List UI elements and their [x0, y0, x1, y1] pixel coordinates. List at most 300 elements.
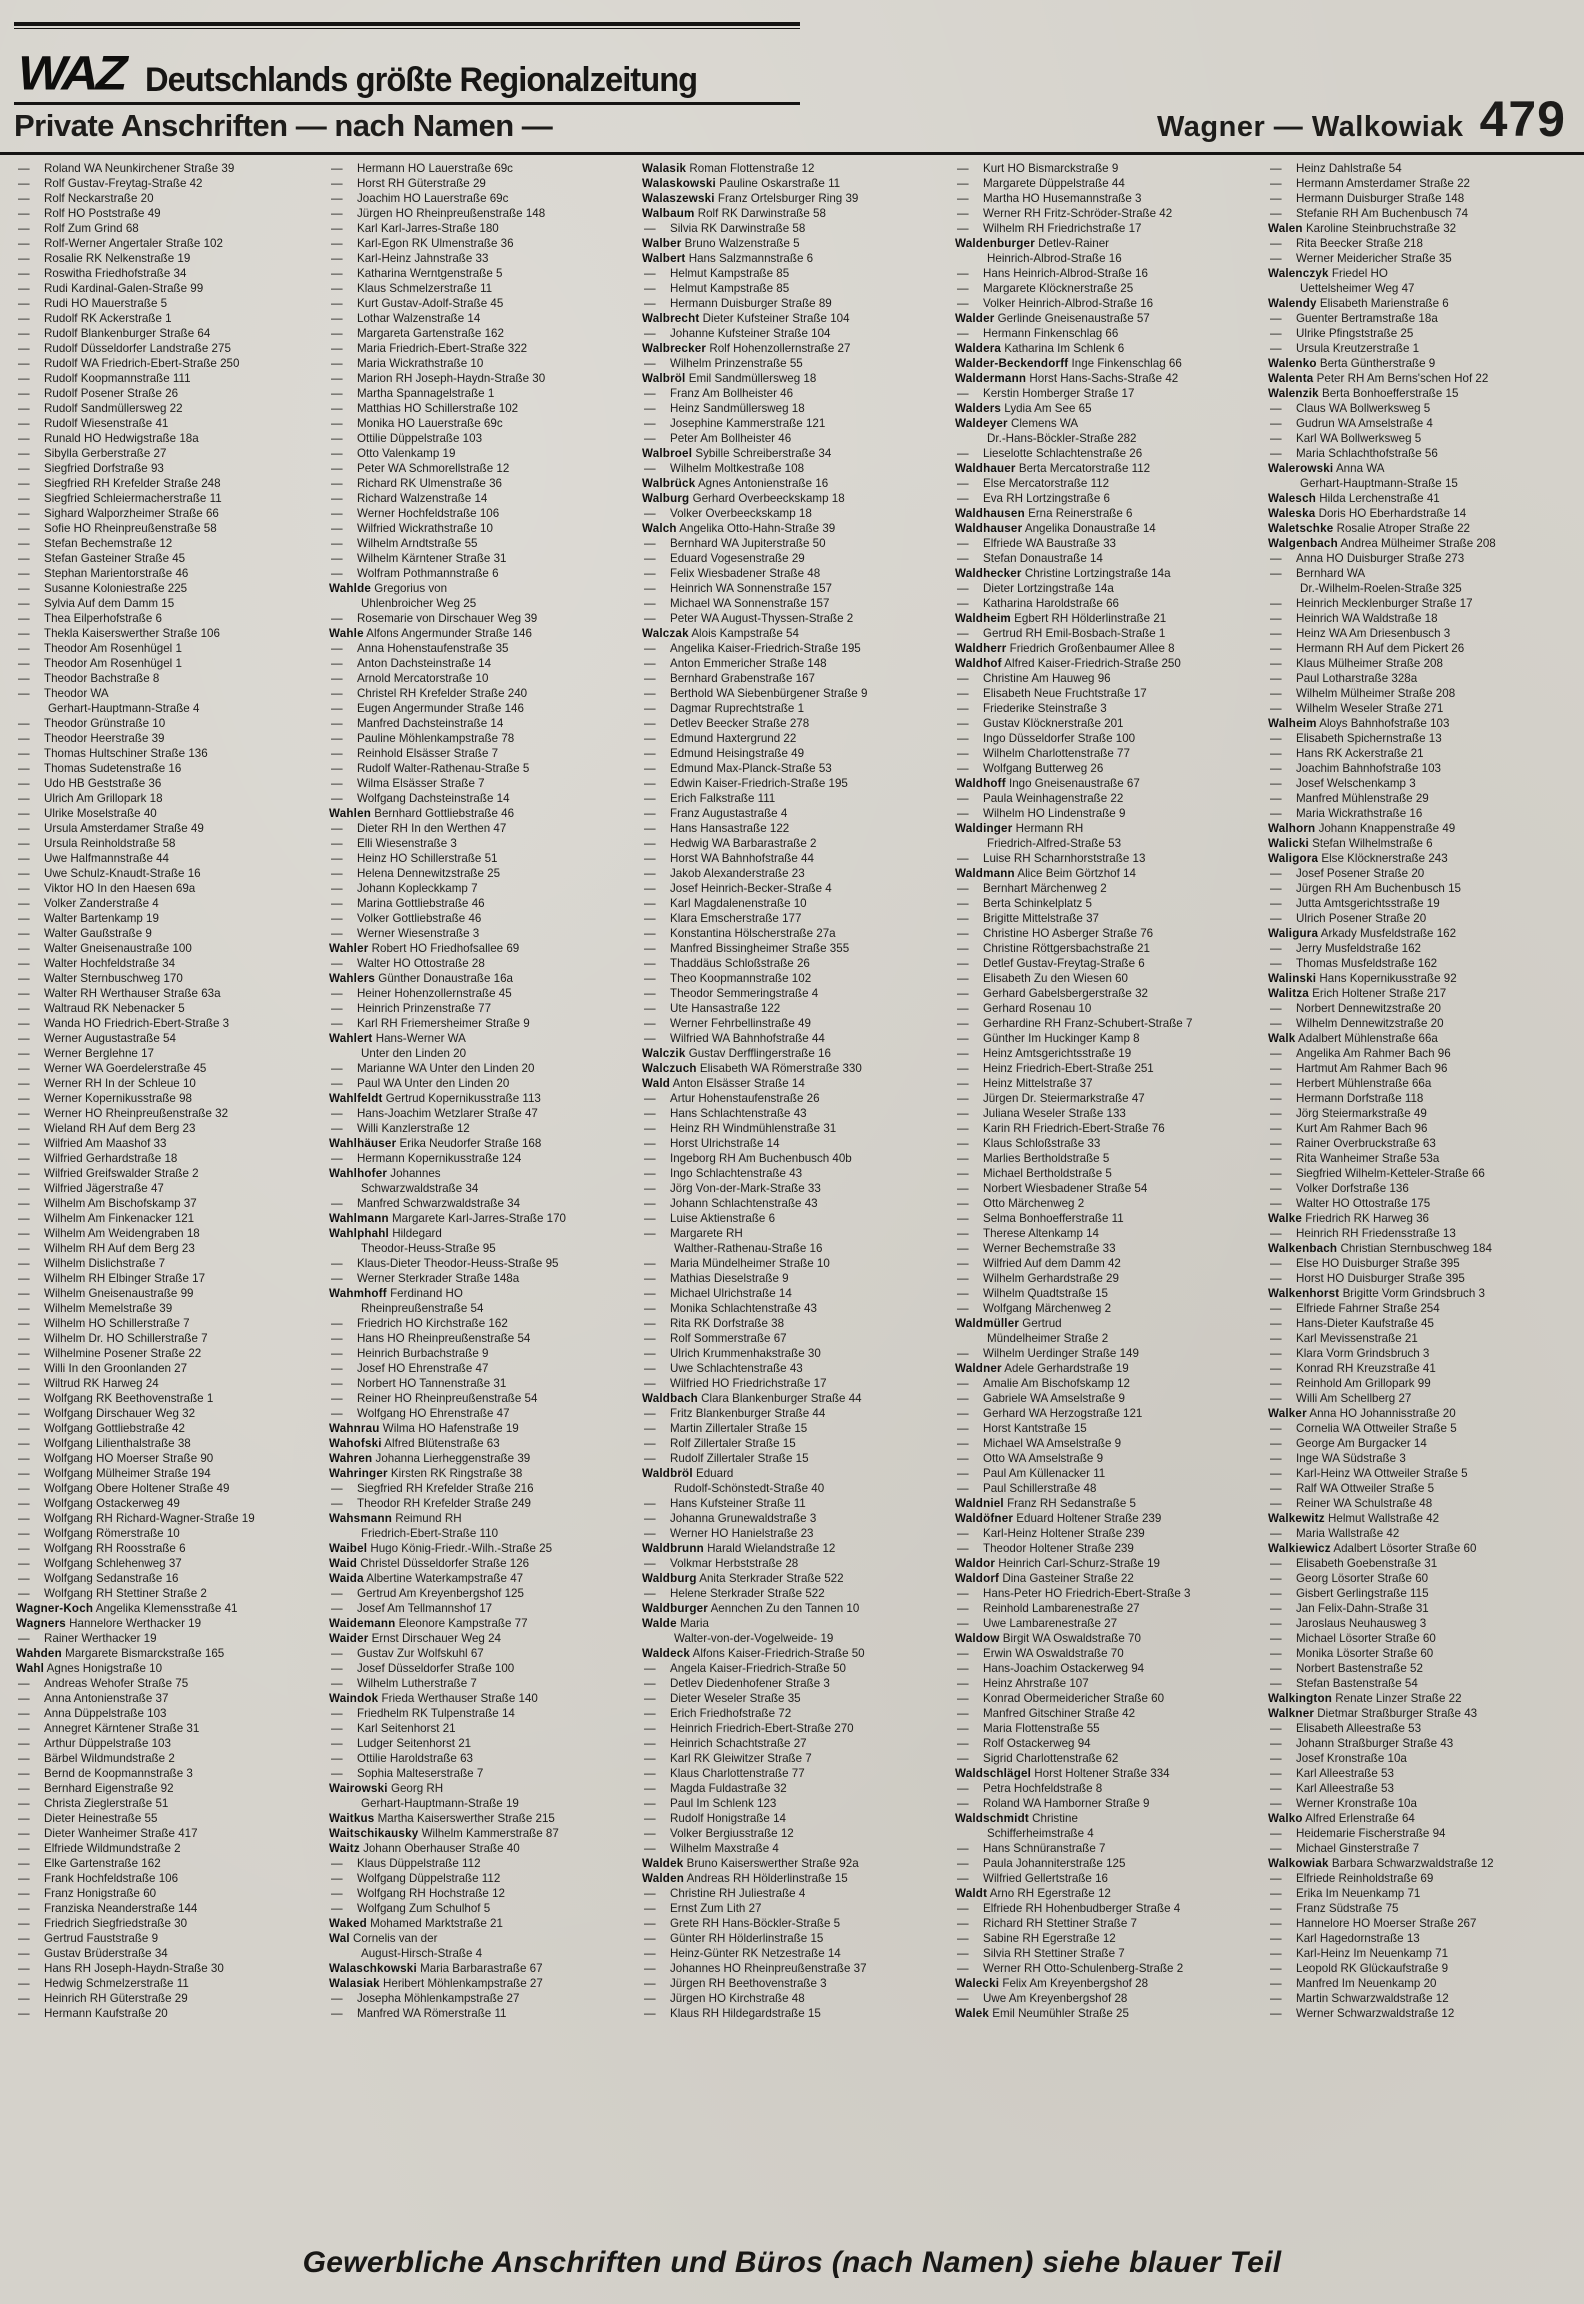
- dash-marker: —: [957, 1167, 969, 1180]
- entry-text: Wolfgang RH Roosstraße 6: [44, 1542, 186, 1555]
- entry-text: Claus WA Bollwerksweg 5: [1296, 402, 1431, 415]
- entry-text: Hermann RH Auf dem Pickert 26: [1296, 642, 1465, 655]
- dash-marker: —: [1270, 1842, 1282, 1855]
- surname: Waldt: [955, 1887, 988, 1900]
- entry-text: Wanda HO Friedrich-Ebert-Straße 3: [44, 1017, 230, 1030]
- directory-entry: [1268, 1436, 1581, 1451]
- dash-marker: —: [18, 1167, 30, 1180]
- entry-text: Wiltrud RK Harweg 24: [44, 1377, 159, 1390]
- entry-text: Klaus RH Hildegardstraße 15: [670, 2007, 821, 2020]
- entry-text: Walter Hochfeldstraße 34: [44, 957, 176, 970]
- directory-entry: [642, 431, 955, 446]
- entry-text: Petra Hochfeldstraße 8: [983, 1782, 1103, 1795]
- directory-entry: [1268, 1196, 1581, 1211]
- entry-text: Dieter Wanheimer Straße 417: [44, 1827, 198, 1840]
- directory-entry: [955, 1436, 1268, 1451]
- directory-entry: [329, 401, 642, 416]
- dash-marker: —: [331, 687, 343, 700]
- dash-marker: —: [957, 297, 969, 310]
- entry-text: Rudolf Walter-Rathenau-Straße 5: [357, 762, 530, 775]
- directory-head-entry: Walkenbach Christian Sternbuschweg 184: [1268, 1242, 1492, 1255]
- entry-text: Wolfgang Obere Holtener Straße 49: [44, 1482, 230, 1495]
- directory-head-entry: Wahlfeldt Gertrud Kopernikusstraße 113: [329, 1092, 541, 1105]
- entry-text: Konrad RH Kreuzstraße 41: [1296, 1362, 1436, 1375]
- directory-head-entry: Waldeck Alfons Kaiser-Friedrich-Straße 50: [642, 1647, 865, 1660]
- dash-marker: —: [18, 447, 30, 460]
- dash-marker: —: [644, 1737, 656, 1750]
- entry-text: Wilfried Gellertstraße 16: [983, 1872, 1108, 1885]
- entry-text: Wolfgang Schlehenweg 37: [44, 1557, 182, 1570]
- directory-entry: [16, 1931, 329, 1946]
- dash-marker: —: [18, 1917, 30, 1930]
- directory-entry: [955, 971, 1268, 986]
- directory-entry: [329, 1196, 642, 1211]
- dash-marker: —: [957, 1302, 969, 1315]
- entry-text: Wolfgang RK Beethovenstraße 1: [44, 1392, 214, 1405]
- dash-marker: —: [18, 207, 30, 220]
- entry-text: Wilhelm Dr. HO Schillerstraße 7: [44, 1332, 208, 1345]
- directory-entry: [329, 1151, 642, 1166]
- entry-text: Heinz Ahrstraße 107: [983, 1677, 1089, 1690]
- dash-marker: —: [957, 852, 969, 865]
- entry-text: Ottilie Haroldstraße 63: [357, 1752, 473, 1765]
- surname: Walczik: [642, 1047, 686, 1060]
- directory-entry: [1268, 1616, 1581, 1631]
- entry-text: Heinrich WA Waldstraße 18: [1296, 612, 1438, 625]
- dash-marker: —: [957, 1947, 969, 1960]
- directory-entry: [642, 1826, 955, 1841]
- entry-text: Wilhelm Moltkestraße 108: [670, 462, 805, 475]
- directory-entry: [1268, 1331, 1581, 1346]
- dash-marker: —: [1270, 1557, 1282, 1570]
- directory-entry: [329, 1991, 642, 2006]
- entry-text: Wilhelm Uerdinger Straße 149: [983, 1347, 1139, 1360]
- entry-text: Selma Bonhoefferstraße 11: [983, 1212, 1124, 1225]
- directory-entry: [642, 1796, 955, 1811]
- entry-text: Wilfried WA Bahnhofstraße 44: [670, 1032, 825, 1045]
- entry-text: Anton Emmericher Straße 148: [670, 657, 827, 670]
- dash-marker: —: [1270, 1332, 1282, 1345]
- dash-marker: —: [644, 1107, 656, 1120]
- directory-entry: [642, 1031, 955, 1046]
- entry-text: Stefanie RH Am Buchenbusch 74: [1296, 207, 1469, 220]
- surname: Waligora: [1268, 852, 1319, 865]
- dash-marker: —: [957, 1137, 969, 1150]
- dash-marker: —: [644, 867, 656, 880]
- entry-text: Christine RH Juliestraße 4: [670, 1887, 806, 1900]
- dash-marker: —: [644, 1092, 656, 1105]
- entry-text: Klara Vorm Grindsbruch 3: [1296, 1347, 1430, 1360]
- dash-marker: —: [331, 1857, 343, 1870]
- surname: Waldera: [955, 342, 1002, 355]
- directory-head-entry: Wahsmann Reimund RH: [329, 1512, 462, 1525]
- dash-marker: —: [644, 297, 656, 310]
- entry-text: George Am Burgacker 14: [1296, 1437, 1427, 1450]
- entry-text: Rolf-Werner Angertaler Straße 102: [44, 237, 223, 250]
- directory-entry: [1268, 1121, 1581, 1136]
- entry-text: Horst Kantstraße 15: [983, 1422, 1087, 1435]
- directory-entry: [642, 941, 955, 956]
- directory-entry: [329, 506, 642, 521]
- directory-entry: [16, 1046, 329, 1061]
- entry-text: Heinz Dahlstraße 54: [1296, 162, 1402, 175]
- dash-marker: —: [18, 657, 30, 670]
- dash-marker: —: [18, 1842, 30, 1855]
- dash-marker: —: [18, 687, 30, 700]
- directory-head-entry: Walerowski Anna WA: [1268, 462, 1385, 475]
- entry-text: Gertrud RH Emil-Bosbach-Straße 1: [983, 627, 1166, 640]
- directory-entry: [642, 1106, 955, 1121]
- dash-marker: —: [1270, 792, 1282, 805]
- directory-head-entry: Waked Mohamed Marktstraße 21: [329, 1917, 503, 1930]
- entry-text: Rainer Werthacker 19: [44, 1632, 157, 1645]
- directory-entry: [1268, 1106, 1581, 1121]
- dash-marker: —: [331, 1272, 343, 1285]
- dash-marker: —: [331, 297, 343, 310]
- entry-text: Rudolf Koopmannstraße 111: [44, 372, 191, 385]
- surname: Walenczyk: [1268, 267, 1329, 280]
- entry-text: Gustav Klöcknerstraße 201: [983, 717, 1124, 730]
- footer-note: Gewerbliche Anschriften und Büros (nach Namen) siehe blauer Teil: [302, 2246, 1282, 2279]
- directory-entry: [16, 1751, 329, 1766]
- directory-entry: [955, 896, 1268, 911]
- directory-entry: [16, 221, 329, 236]
- directory-entry: [329, 1736, 642, 1751]
- entry-text: Anna Hohenstaufenstraße 35: [357, 642, 509, 655]
- directory-entry: [642, 986, 955, 1001]
- directory-entry: [329, 1376, 642, 1391]
- dash-marker: —: [1270, 882, 1282, 895]
- directory-entry: [642, 266, 955, 281]
- entry-text: Karl Karl-Jarres-Straße 180: [357, 222, 499, 235]
- dash-marker: —: [18, 537, 30, 550]
- directory-entry: [642, 1346, 955, 1361]
- dash-marker: —: [644, 1782, 656, 1795]
- dash-marker: —: [957, 897, 969, 910]
- entry-text: Theodor Bachstraße 8: [44, 672, 160, 685]
- directory-entry: [1268, 866, 1581, 881]
- surname: Waider: [329, 1632, 369, 1645]
- surname: Wahsmann: [329, 1512, 393, 1525]
- dash-marker: —: [957, 1092, 969, 1105]
- entry-text: Michael Lösorter Straße 60: [1296, 1632, 1436, 1645]
- directory-entry: [1268, 1796, 1581, 1811]
- entry-text: Hermann Kaufstraße 20: [44, 2007, 168, 2020]
- entry-text: Uwe Am Kreyenbergshof 28: [983, 1992, 1128, 2005]
- directory-entry: [16, 1391, 329, 1406]
- directory-entry: [955, 1796, 1268, 1811]
- directory-entry: [329, 986, 642, 1001]
- dash-marker: —: [1270, 312, 1282, 325]
- entry-text: Norbert Bastenstraße 52: [1296, 1662, 1423, 1675]
- entry-text: Walter Gneisenaustraße 100: [44, 942, 192, 955]
- directory-entry: [642, 791, 955, 806]
- entry-text: Johanne Kufsteiner Straße 104: [670, 327, 831, 340]
- dash-marker: —: [644, 1797, 656, 1810]
- dash-marker: —: [331, 192, 343, 205]
- dash-marker: —: [644, 1557, 656, 1570]
- directory-entry: [1268, 1301, 1581, 1316]
- entry-text: Stephan Marientorstraße 46: [44, 567, 189, 580]
- dash-marker: —: [957, 1617, 969, 1630]
- directory-entry: [329, 326, 642, 341]
- directory-entry: [642, 1196, 955, 1211]
- directory-entry: [955, 1421, 1268, 1436]
- entry-text: Gerhardine RH Franz-Schubert-Straße 7: [983, 1017, 1193, 1030]
- entry-text: Willi In den Groonlanden 27: [44, 1362, 188, 1375]
- entry-text: Georg Lösorter Straße 60: [1296, 1572, 1429, 1585]
- directory-entry: [1268, 881, 1581, 896]
- entry-text: Frank Hochfeldstraße 106: [44, 1872, 179, 1885]
- entry-text: Gabriele WA Amselstraße 9: [983, 1392, 1125, 1405]
- dash-marker: —: [1270, 1107, 1282, 1120]
- entry-text: Heinz Friedrich-Ebert-Straße 251: [983, 1062, 1154, 1075]
- dash-marker: —: [1270, 1827, 1282, 1840]
- entry-text: Rudolf WA Friedrich-Ebert-Straße 250: [44, 357, 240, 370]
- entry-text: Ulrich Krummenhakstraße 30: [670, 1347, 821, 1360]
- directory-entry: [1268, 626, 1581, 641]
- directory-entry: [329, 281, 642, 296]
- directory-entry: [955, 1391, 1268, 1406]
- directory-entry: [955, 956, 1268, 971]
- directory-head-entry: Walczak Alois Kampstraße 54: [642, 627, 799, 640]
- directory-entry: [329, 821, 642, 836]
- directory-entry: [16, 1211, 329, 1226]
- directory-entry: [329, 461, 642, 476]
- dash-marker: —: [644, 1452, 656, 1465]
- dash-marker: —: [644, 1587, 656, 1600]
- dash-marker: —: [644, 1152, 656, 1165]
- entry-text: Josef Welschenkamp 3: [1296, 777, 1416, 790]
- dash-marker: —: [18, 1482, 30, 1495]
- directory-entry: [955, 1346, 1268, 1361]
- directory-head-entry: Wagners Hannelore Werthacker 19: [16, 1617, 202, 1630]
- entry-text: Gudrun WA Amselstraße 4: [1296, 417, 1433, 430]
- entry-text: Jakob Alexanderstraße 23: [670, 867, 805, 880]
- entry-text: Matthias HO Schillerstraße 102: [357, 402, 519, 415]
- directory-entry: [16, 1811, 329, 1826]
- continuation-line: Theodor-Heuss-Straße 95: [361, 1242, 496, 1255]
- dash-marker: —: [1270, 912, 1282, 925]
- dash-marker: —: [1270, 1647, 1282, 1660]
- directory-entry: [1268, 191, 1581, 206]
- directory-entry: [329, 1406, 642, 1421]
- dash-marker: —: [331, 852, 343, 865]
- directory-entry: [642, 1991, 955, 2006]
- directory-entry: [16, 1481, 329, 1496]
- directory-entry: [1268, 1151, 1581, 1166]
- surname: Wahmhoff: [329, 1287, 387, 1300]
- directory-head-entry: Wagner-Koch Angelika Klemensstraße 41: [16, 1602, 238, 1615]
- directory-head-entry: Wahringer Kirsten RK Ringstraße 38: [329, 1467, 523, 1480]
- entry-text: Heinz RH Windmühlenstraße 31: [670, 1122, 837, 1135]
- dash-marker: —: [957, 1782, 969, 1795]
- directory-head-entry: Waldner Adele Gerhardstraße 19: [955, 1362, 1129, 1375]
- directory-entry: [1268, 401, 1581, 416]
- directory-entry: [329, 296, 642, 311]
- entry-text: Karl-Heinz Jahnstraße 33: [357, 252, 489, 265]
- entry-text: Fritz Blankenburger Straße 44: [670, 1407, 826, 1420]
- dash-marker: —: [331, 552, 343, 565]
- dash-marker: —: [18, 1692, 30, 1705]
- directory-head-entry: Waldera Katharina Im Schlenk 6: [955, 342, 1125, 355]
- surname: Waldniel: [955, 1497, 1004, 1510]
- entry-text: Ottilie Düppelstraße 103: [357, 432, 483, 445]
- entry-text: Rudolf Wiesenstraße 41: [44, 417, 169, 430]
- directory-head-entry: Wahler Robert HO Friedhofsallee 69: [329, 942, 520, 955]
- surname: Walk: [1268, 1032, 1296, 1045]
- directory-entry: [16, 791, 329, 806]
- directory-head-entry: Walkowiak Barbara Schwarzwaldstraße 12: [1268, 1857, 1494, 1870]
- directory-entry: [1268, 1091, 1581, 1106]
- surname: Walkenbach: [1268, 1242, 1338, 1255]
- entry-text: Elke Gartenstraße 162: [44, 1857, 161, 1870]
- directory-entry: [1268, 656, 1581, 671]
- surname: Waindok: [329, 1692, 379, 1705]
- surname: Walaszewski: [642, 192, 715, 205]
- dash-marker: —: [331, 912, 343, 925]
- directory-entry: [16, 1406, 329, 1421]
- directory-head-entry: Waldmüller Gertrud: [955, 1317, 1062, 1330]
- dash-marker: —: [18, 612, 30, 625]
- directory-entry: [329, 791, 642, 806]
- directory-entry: [642, 716, 955, 731]
- directory-entry: [955, 1061, 1268, 1076]
- directory-entry: [955, 1841, 1268, 1856]
- dash-marker: —: [18, 822, 30, 835]
- entry-text: Ingo Schlachtenstraße 43: [670, 1167, 803, 1180]
- dash-marker: —: [957, 1287, 969, 1300]
- surname: Waldhausen: [955, 507, 1025, 520]
- dash-marker: —: [1270, 1227, 1282, 1240]
- directory-entry: [642, 746, 955, 761]
- dash-marker: —: [331, 1647, 343, 1660]
- directory-entry: [16, 476, 329, 491]
- dash-marker: —: [331, 957, 343, 970]
- entry-text: Dieter Lortzingstraße 14a: [983, 582, 1114, 595]
- dash-marker: —: [957, 1047, 969, 1060]
- directory-entry: [642, 1586, 955, 1601]
- directory-entry: [16, 1526, 329, 1541]
- directory-entry: [1268, 956, 1581, 971]
- entry-text: Rita Beecker Straße 218: [1296, 237, 1423, 250]
- dash-marker: —: [957, 1962, 969, 1975]
- directory-head-entry: Walde Maria: [642, 1617, 709, 1630]
- surname: Waldor: [955, 1557, 996, 1570]
- directory-head-entry: Waldburg Anita Sterkrader Straße 522: [642, 1572, 844, 1585]
- directory-entry: [16, 1496, 329, 1511]
- directory-head-entry: Walkner Dietmar Straßburger Straße 43: [1268, 1707, 1478, 1720]
- directory-entry: [16, 1676, 329, 1691]
- dash-marker: —: [957, 732, 969, 745]
- entry-text: Margarete RH: [670, 1227, 743, 1240]
- continuation-line: Gerhart-Hauptmann-Straße 19: [361, 1797, 519, 1810]
- directory-entry: [642, 1526, 955, 1541]
- directory-head-entry: Wahlers Günther Donaustraße 16a: [329, 972, 513, 985]
- entry-text: Werner RH Fritz-Schröder-Straße 42: [983, 207, 1173, 220]
- directory-entry: [955, 266, 1268, 281]
- directory-entry: [1268, 671, 1581, 686]
- entry-text: Roland WA Hamborner Straße 9: [983, 1797, 1150, 1810]
- dash-marker: —: [18, 972, 30, 985]
- entry-text: Paul WA Unter den Linden 20: [357, 1077, 510, 1090]
- directory-entry: [16, 776, 329, 791]
- dash-marker: —: [1270, 1797, 1282, 1810]
- dash-marker: —: [18, 837, 30, 850]
- entry-text: Wolfgang HO Ehrenstraße 47: [357, 1407, 510, 1420]
- surname: Walbrück: [642, 477, 696, 490]
- directory-entry: [642, 641, 955, 656]
- dash-marker: —: [1270, 1482, 1282, 1495]
- dash-marker: —: [18, 1557, 30, 1570]
- directory-entry: [955, 1121, 1268, 1136]
- directory-entry: [16, 761, 329, 776]
- directory-head-entry: Waidemann Eleonore Kampstraße 77: [329, 1617, 528, 1630]
- dash-marker: —: [331, 822, 343, 835]
- dash-marker: —: [1270, 687, 1282, 700]
- directory-entry: [329, 926, 642, 941]
- dash-marker: —: [1270, 807, 1282, 820]
- entry-text: Elisabeth Zu den Wiesen 60: [983, 972, 1129, 985]
- directory-entry: [16, 986, 329, 1001]
- directory-entry: [642, 281, 955, 296]
- dash-marker: —: [1270, 1092, 1282, 1105]
- directory-entry: [642, 776, 955, 791]
- surname: Walenzik: [1268, 387, 1319, 400]
- dash-marker: —: [1270, 207, 1282, 220]
- directory-head-entry: Walders Lydia Am See 65: [955, 402, 1092, 415]
- dash-marker: —: [957, 1227, 969, 1240]
- entry-text: Gertrud Am Kreyenbergshof 125: [357, 1587, 524, 1600]
- entry-text: Wieland RH Auf dem Berg 23: [44, 1122, 196, 1135]
- dash-marker: —: [18, 1212, 30, 1225]
- directory-head-entry: Walkewitz Helmut Wallstraße 42: [1268, 1512, 1440, 1525]
- entry-text: Hans Heinrich-Albrod-Straße 16: [983, 267, 1148, 280]
- directory-entry: [642, 866, 955, 881]
- entry-text: Rudolf Düsseldorfer Landstraße 275: [44, 342, 231, 355]
- directory-entry: [16, 1136, 329, 1151]
- dash-marker: —: [18, 1032, 30, 1045]
- continuation-line: Schifferheimstraße 4: [987, 1827, 1094, 1840]
- entry-text: Runald HO Hedwigstraße 18a: [44, 432, 199, 445]
- entry-text: Hermann Finkenschlag 66: [983, 327, 1119, 340]
- directory-entry: [1268, 551, 1581, 566]
- entry-text: Susanne Koloniestraße 225: [44, 582, 188, 595]
- dash-marker: —: [331, 1587, 343, 1600]
- entry-text: Else HO Duisburger Straße 395: [1296, 1257, 1460, 1270]
- dash-marker: —: [1270, 627, 1282, 640]
- entry-text: Berthold WA Siebenbürgener Straße 9: [670, 687, 868, 700]
- dash-marker: —: [1270, 552, 1282, 565]
- entry-text: Ludger Seitenhorst 21: [357, 1737, 472, 1750]
- directory-entry: [955, 596, 1268, 611]
- directory-entry: [955, 701, 1268, 716]
- dash-marker: —: [18, 1722, 30, 1735]
- directory-entry: [16, 1106, 329, 1121]
- dash-marker: —: [644, 432, 656, 445]
- entry-text: Artur Hohenstaufenstraße 26: [670, 1092, 820, 1105]
- dash-marker: —: [957, 1482, 969, 1495]
- entry-text: Wolfgang Dachsteinstraße 14: [357, 792, 510, 805]
- directory-entry: [642, 896, 955, 911]
- directory-entry: [16, 1001, 329, 1016]
- entry-text: Pauline Möhlenkampstraße 78: [357, 732, 515, 745]
- directory-entry: [16, 1466, 329, 1481]
- dash-marker: —: [957, 1857, 969, 1870]
- entry-text: Siegfried Schleiermacherstraße 11: [44, 492, 222, 505]
- dash-marker: —: [331, 327, 343, 340]
- entry-text: Rudolf Honigstraße 14: [670, 1812, 786, 1825]
